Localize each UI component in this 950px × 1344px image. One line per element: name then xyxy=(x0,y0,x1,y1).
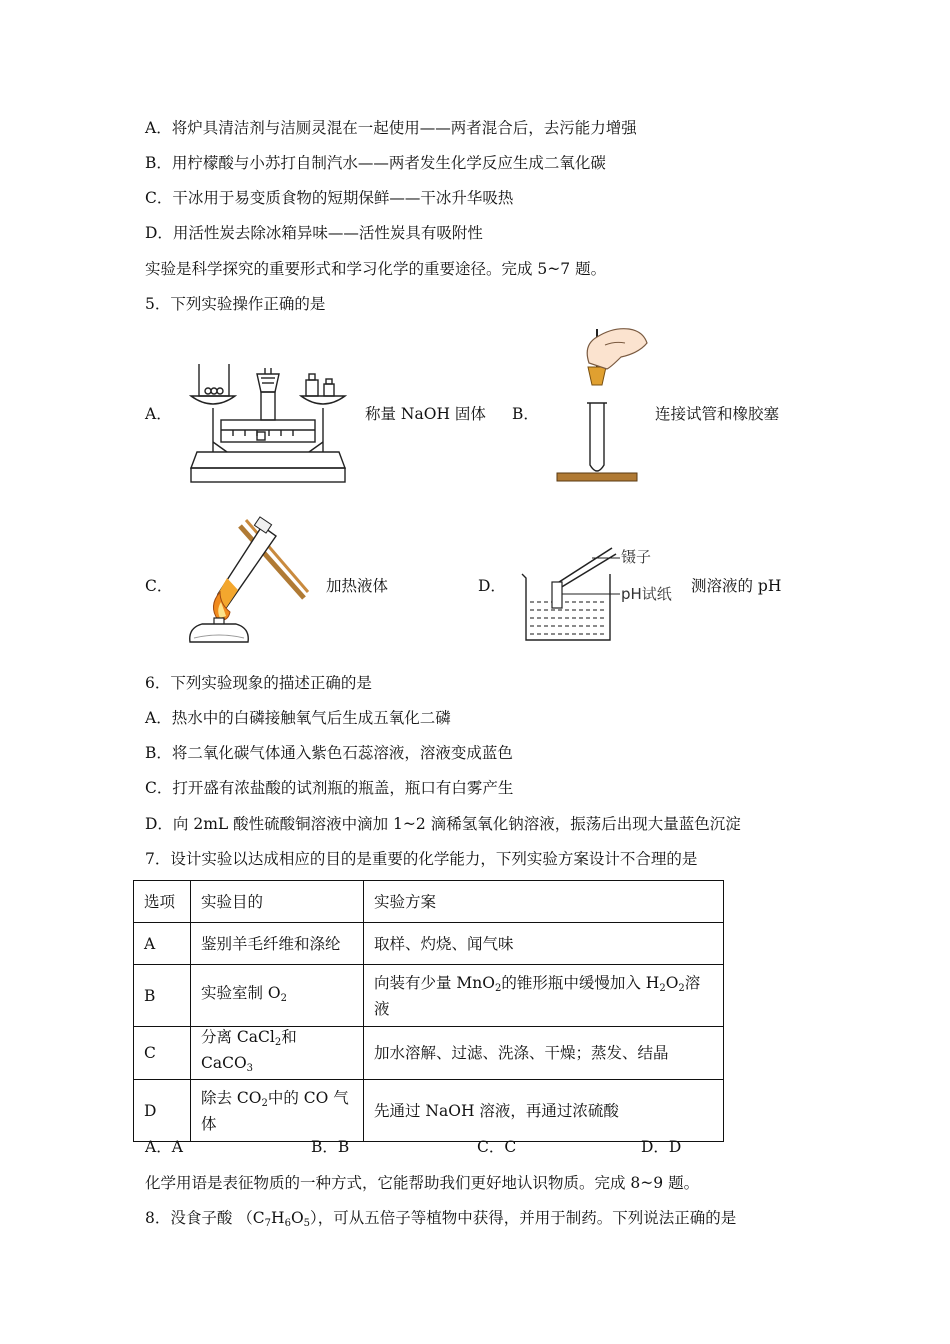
row-c-purpose: 分离 CaCl$_2$和 CaCO$_3$ xyxy=(191,1027,364,1080)
experiment-table xyxy=(133,880,724,1142)
q4-option-c: C．干冰用于易变质食物的短期保鲜——干冰升华吸热 xyxy=(145,189,514,207)
row-d-option: D xyxy=(134,1080,191,1142)
q6-option-c: C．打开盛有浓盐酸的试剂瓶的瓶盖，瓶口有白雾产生 xyxy=(145,779,514,797)
intro-8-9: 化学用语是表征物质的一种方式，它能帮助我们更好地认识物质。完成 8~9 题。 xyxy=(145,1174,700,1192)
header-purpose: 实验目的 xyxy=(191,881,364,923)
q5-option-d-letter: D． xyxy=(478,577,506,595)
q7-answer-a: A．A xyxy=(145,1138,183,1156)
q4-option-a: A．将炉具清洁剂与洁厕灵混在一起使用——两者混合后，去污能力增强 xyxy=(145,119,637,137)
row-b-plan: 向装有少量 MnO$_2$的锥形瓶中缓慢加入 $H_2O_2$溶液 xyxy=(364,965,724,1027)
q5-option-c-text: 加热液体 xyxy=(326,577,389,595)
row-d-plan: 先通过 NaOH 溶液，再通过浓硫酸 xyxy=(364,1080,724,1142)
header-plan: 实验方案 xyxy=(364,881,724,923)
table-row xyxy=(134,1027,724,1080)
q4-option-b: B．用柠檬酸与小苏打自制汽水——两者发生化学反应生成二氧化碳 xyxy=(145,154,606,172)
q6-option-b: B．将二氧化碳气体通入紫色石蕊溶液，溶液变成蓝色 xyxy=(145,744,513,762)
q7-answer-c: C．C xyxy=(477,1138,517,1156)
ph-test-figure xyxy=(520,544,620,644)
test-tube-stopper-figure xyxy=(555,323,660,488)
ph-paper-label: pH试纸 xyxy=(621,585,672,603)
heating-liquid-figure xyxy=(180,512,310,647)
row-a-option: A xyxy=(134,923,191,965)
q8-stem: 8．没食子酸 $(C_7H_6O_5)$，可从五倍子等植物中获得，并用于制药。下列说法正确的是 xyxy=(145,1209,737,1229)
balance-figure xyxy=(183,356,353,488)
header-option: 选项 xyxy=(134,881,191,923)
table-row xyxy=(134,923,724,965)
q5-option-b-letter: B． xyxy=(512,405,539,423)
table-header-row xyxy=(134,881,724,923)
row-d-purpose: 除去 $CO_2$中的 CO 气体 xyxy=(191,1080,364,1142)
tweezers-label: 镊子 xyxy=(621,548,652,566)
q5-option-c-letter: C． xyxy=(145,577,173,595)
q5-stem: 5．下列实验操作正确的是 xyxy=(145,295,326,313)
q7-answer-d: D．D xyxy=(641,1138,682,1156)
row-a-purpose: 鉴别羊毛纤维和涤纶 xyxy=(191,923,364,965)
row-a-plan: 取样、灼烧、闻气味 xyxy=(364,923,724,965)
table-row xyxy=(134,1080,724,1142)
intro-5-7: 实验是科学探究的重要形式和学习化学的重要途径。完成 5~7 题。 xyxy=(145,260,607,278)
q7-stem: 7．设计实验以达成相应的目的是重要的化学能力，下列实验方案设计不合理的是 xyxy=(145,850,698,868)
q5-option-a-text: 称量 NaOH 固体 xyxy=(365,405,486,423)
row-b-option: B xyxy=(134,965,191,1027)
table-row xyxy=(134,965,724,1027)
q5-option-a-letter: A． xyxy=(145,405,172,423)
q4-option-d: D．用活性炭去除冰箱异味——活性炭具有吸附性 xyxy=(145,224,483,242)
q5-option-d-text: 测溶液的 pH xyxy=(691,577,782,595)
q5-option-b-text: 连接试管和橡胶塞 xyxy=(655,405,780,423)
q6-stem: 6．下列实验现象的描述正确的是 xyxy=(145,674,372,692)
q7-answer-b: B．B xyxy=(311,1138,350,1156)
row-c-plan: 加水溶解、过滤、洗涤、干燥；蒸发、结晶 xyxy=(364,1027,724,1080)
row-c-option: C xyxy=(134,1027,191,1080)
q6-option-d: D．向 2mL 酸性硫酸铜溶液中滴加 1~2 滴稀氢氧化钠溶液，振荡后出现大量蓝色沉淀 xyxy=(145,815,741,833)
q6-option-a: A．热水中的白磷接触氧气后生成五氧化二磷 xyxy=(145,709,451,727)
row-b-purpose: 实验室制 $O_2$ xyxy=(191,965,364,1027)
